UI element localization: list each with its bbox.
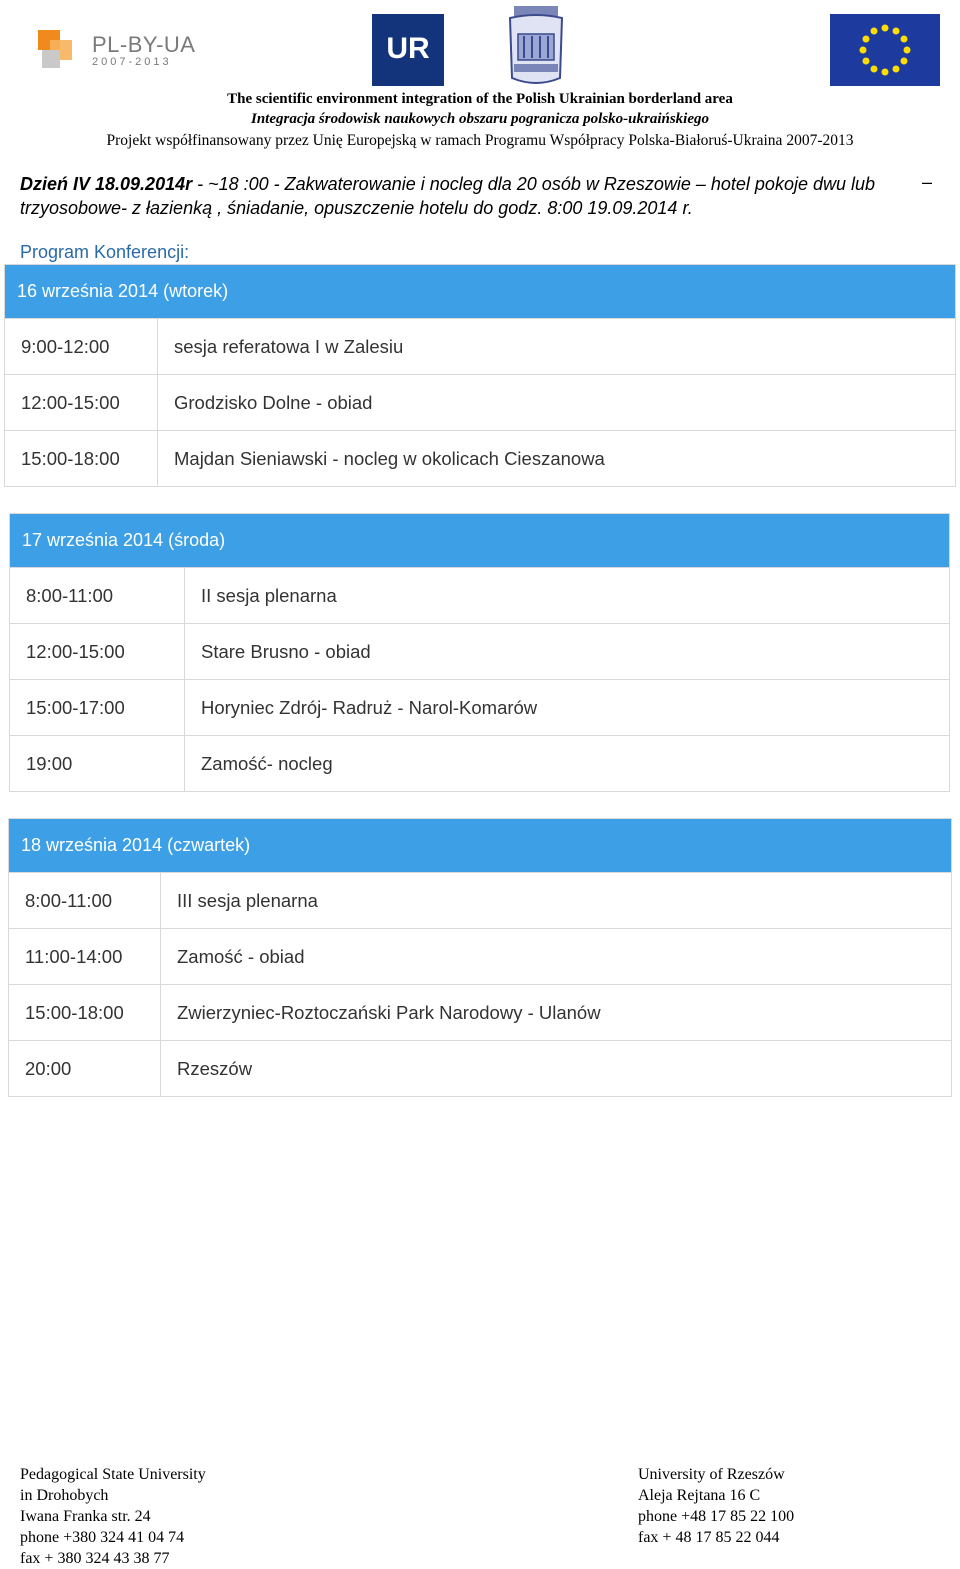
university-of-rzeszow-logo (372, 14, 444, 86)
trailing-dash: – (922, 172, 933, 192)
time-cell: 9:00-12:00 (5, 319, 158, 375)
time-cell: 20:00 (9, 1041, 161, 1097)
time-cell: 15:00-17:00 (10, 680, 185, 736)
eu-stars-icon (830, 14, 940, 86)
footer-drohobych-address (20, 1464, 206, 1569)
day-four-text: - ~18 :00 - Zakwaterowanie i nocleg dla 20 osób w Rzeszowie – hotel pokoje dwu lub trzyosobowe- z łazienką , śniadanie, opuszczenie hotelu do godz. 8:00 19.09.2014 r. (20, 174, 876, 218)
event-cell: Horyniec Zdrój- Radruż - Narol-Komarów (185, 680, 950, 736)
event-cell: Rzeszów (161, 1041, 952, 1097)
table-row (9, 873, 952, 929)
footer-line: fax + 48 17 85 22 044 (638, 1529, 780, 1546)
time-cell: 15:00-18:00 (9, 985, 161, 1041)
table-row (5, 431, 956, 487)
table-row (9, 929, 952, 985)
table-row (10, 624, 950, 680)
table-row (5, 319, 956, 375)
table-row (10, 680, 950, 736)
day-header: 18 września 2014 (czwartek) (9, 819, 952, 873)
event-cell: II sesja plenarna (185, 568, 950, 624)
event-cell: Stare Brusno - obiad (185, 624, 950, 680)
day-table-17-september (9, 513, 950, 792)
event-cell: Grodzisko Dolne - obiad (158, 375, 956, 431)
footer-line: fax + 380 324 43 38 77 (20, 1550, 170, 1567)
event-cell: Zamość- nocleg (185, 736, 950, 792)
event-cell: sesja referatowa I w Zalesiu (158, 319, 956, 375)
event-cell: Zwierzyniec-Roztoczański Park Narodowy - Ulanów (161, 985, 952, 1041)
footer-rzeszow-address (638, 1464, 794, 1548)
seal-icon (500, 4, 572, 88)
time-cell: 15:00-18:00 (5, 431, 158, 487)
time-cell: 12:00-15:00 (5, 375, 158, 431)
day-table-16-september (4, 264, 956, 487)
day-header: 16 września 2014 (wtorek) (5, 265, 956, 319)
project-header (0, 90, 960, 151)
pl-by-ua-logo-years: 2007-2013 (92, 56, 172, 68)
table-row (9, 1041, 952, 1097)
event-cell: Zamość - obiad (161, 929, 952, 985)
table-row (5, 375, 956, 431)
footer-line: Iwana Franka str. 24 (20, 1508, 151, 1525)
drohobych-university-seal (500, 4, 572, 88)
event-cell: Majdan Sieniawski - nocleg w okolicach Cieszanowa (158, 431, 956, 487)
footer-line: Aleja Rejtana 16 C (638, 1487, 761, 1504)
pl-by-ua-logo-text: PL-BY-UA (92, 32, 196, 57)
day-four-note (20, 172, 940, 220)
program-title: Program Konferencji: (20, 242, 190, 262)
pl-by-ua-logo (36, 26, 196, 74)
time-cell: 11:00-14:00 (9, 929, 161, 985)
header-english-title: The scientific environment integration of the Polish Ukrainian borderland area (227, 91, 733, 107)
logo-row (0, 0, 960, 90)
event-cell: III sesja plenarna (161, 873, 952, 929)
time-cell: 8:00-11:00 (10, 568, 185, 624)
day-header: 17 września 2014 (środa) (10, 514, 950, 568)
footer-line: in Drohobych (20, 1487, 109, 1504)
table-row (10, 736, 950, 792)
header-funding-note: Projekt współfinansowany przez Unię Europejską w ramach Programu Współpracy Polska-Białoruś-Ukraina 2007-2013 (106, 132, 854, 149)
footer-line: University of Rzeszów (638, 1466, 785, 1483)
footer-line: phone +380 324 41 04 74 (20, 1529, 185, 1546)
eu-flag-logo (830, 14, 940, 86)
footer-line: phone +48 17 85 22 100 (638, 1508, 795, 1525)
time-cell: 19:00 (10, 736, 185, 792)
table-row (10, 568, 950, 624)
day-four-label: Dzień IV 18.09.2014r (20, 174, 193, 194)
ur-logo-mark: UR (386, 32, 430, 65)
header-polish-title: Integracja środowisk naukowych obszaru pogranicza polsko-ukraińskiego (251, 111, 709, 127)
day-table-18-september (8, 818, 952, 1097)
pl-by-ua-logo-icon (36, 26, 86, 74)
time-cell: 12:00-15:00 (10, 624, 185, 680)
footer-line: Pedagogical State University (20, 1466, 206, 1483)
time-cell: 8:00-11:00 (9, 873, 161, 929)
table-row (9, 985, 952, 1041)
